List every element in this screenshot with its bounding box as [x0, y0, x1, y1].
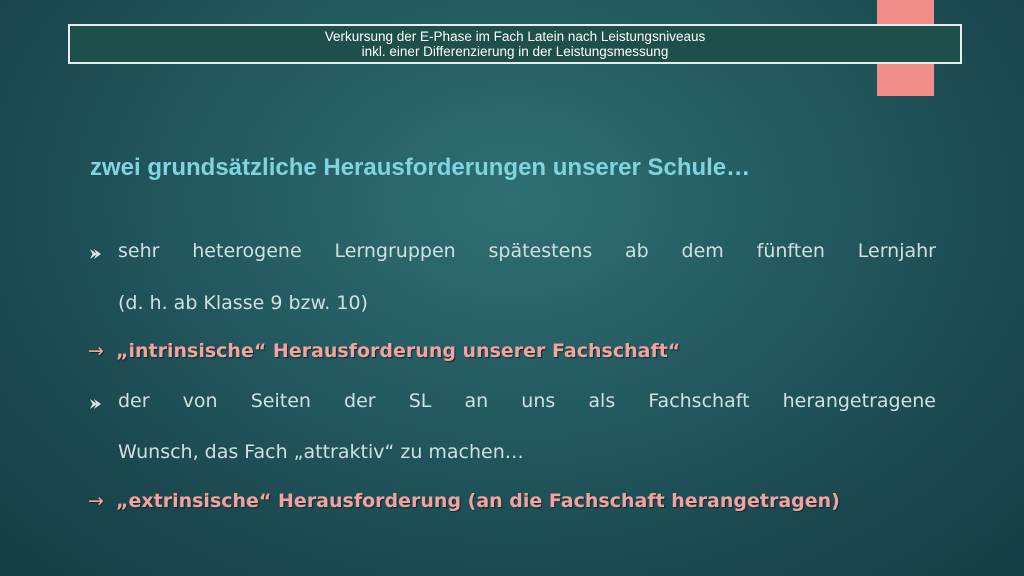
bullet-1-line-2: (d. h. ab Klasse 9 bzw. 10): [118, 292, 368, 314]
bullet-1-line-1: sehr heterogene Lerngruppen spätestens ab dem fünften Lernjahr: [118, 240, 936, 262]
header-line-2: inkl. einer Differenzierung in der Leistungsmessung: [361, 44, 669, 59]
extrinsic-challenge-text: „extrinsische“ Herausforderung (an die Fachschaft herangetragen): [116, 490, 840, 512]
intrinsic-challenge-text: „intrinsische“ Herausforderung unserer Fachschaft“: [116, 340, 681, 362]
bullet-2-line-1: der von Seiten der SL an uns als Fachschaft herangetragene: [118, 390, 936, 412]
right-arrow-icon: →: [88, 490, 104, 512]
arrow-bullet-icon: [88, 246, 104, 262]
right-arrow-icon: →: [88, 340, 104, 362]
intrinsic-challenge: [88, 340, 680, 362]
slide-title: zwei grundsätzliche Herausforderungen unserer Schule…: [90, 154, 751, 181]
header-banner: [68, 24, 962, 64]
header-line-1: Verkursung der E-Phase im Fach Latein nach Leistungsniveaus: [324, 29, 706, 44]
extrinsic-challenge: [88, 490, 840, 512]
arrow-bullet-icon: [88, 396, 104, 412]
bullet-2-line-2: Wunsch, das Fach „attraktiv“ zu machen…: [118, 441, 524, 463]
